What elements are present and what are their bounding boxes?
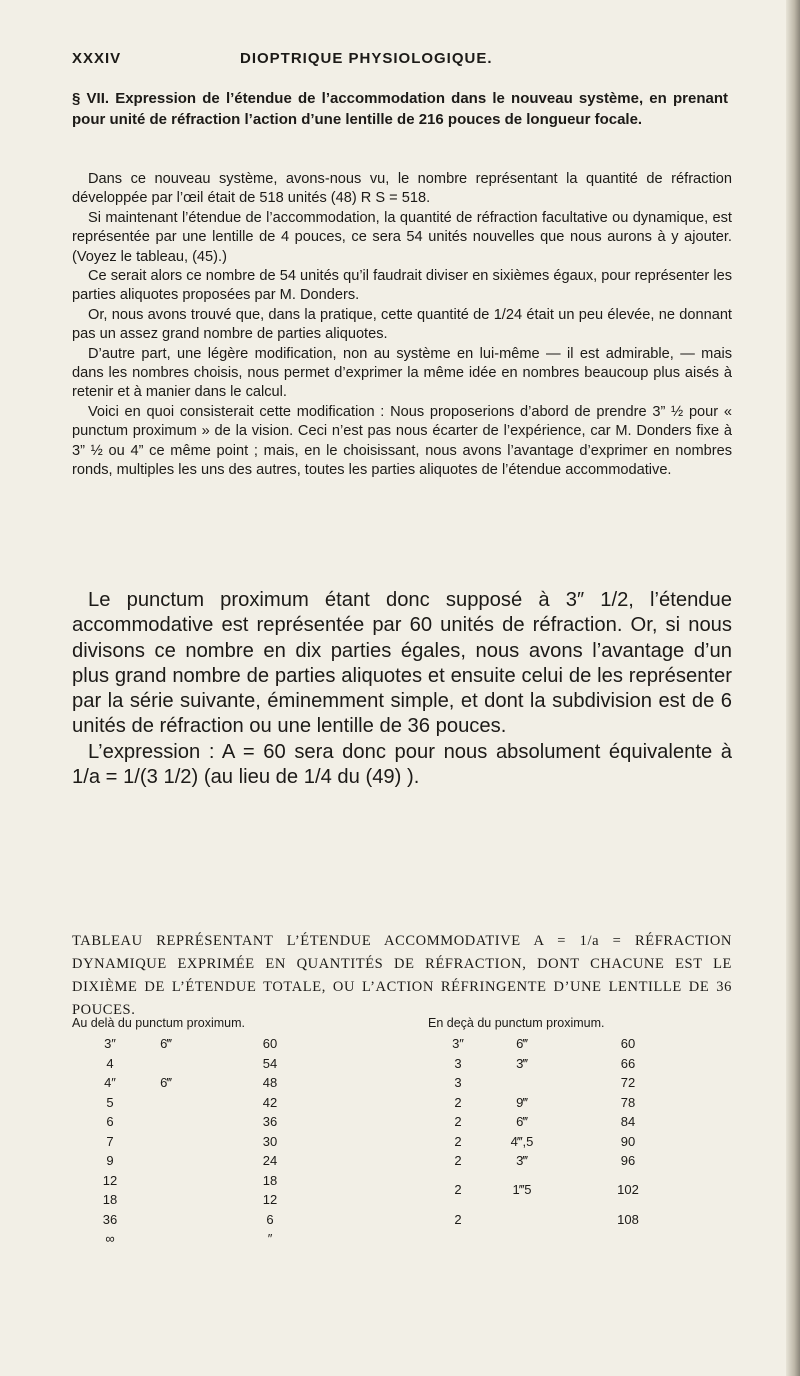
accommodation-table	[72, 1016, 732, 1246]
right-table-cell: 3‴	[516, 1055, 528, 1071]
right-table-cell: 3″	[452, 1036, 464, 1051]
right-table-cell: 6‴	[516, 1036, 528, 1051]
section-heading: § VII. Expression de l’étendue de l’accommodation dans le nouveau système, en prenant pour unité de réfraction l’action d’une lentille de 216 pouces de longueur focale.	[72, 90, 728, 128]
right-table-cell: 96	[620, 1153, 636, 1168]
right-table-cell: 6‴	[516, 1114, 528, 1129]
left-table-cell: 42	[262, 1094, 278, 1110]
right-table-cell: 3	[454, 1055, 462, 1071]
left-table-cell: 3″	[104, 1036, 116, 1051]
right-table-cell: 102	[617, 1182, 639, 1198]
left-table-cell: 6	[106, 1114, 114, 1129]
left-table-cell: 4″	[104, 1075, 116, 1090]
right-table-cell: 3	[454, 1075, 462, 1090]
left-table-cell: 18	[102, 1192, 118, 1207]
page-edge-shadow	[786, 0, 800, 1376]
left-table-cell: 60	[262, 1036, 278, 1051]
left-table-cell: 18	[262, 1172, 278, 1188]
left-table-cell: 48	[262, 1075, 278, 1090]
paragraph: Voici en quoi consisterait cette modification : Nous proposerions d’abord de prendre 3” ½ pour « punctum proximum » de la vision. Ceci n’est pas nous écarter de l’expérience, car M. Donders fixe à 3” ½ ou 4” ce même point ; mais, en le choisissant, nous avons l’avantage d’exprimer en nombres ronds, multiples les uns des autres, toutes les parties aliquotes de l’étendue accommodative.	[72, 403, 732, 479]
left-table-cell: 6	[266, 1211, 274, 1227]
right-table-cell: 2	[454, 1133, 462, 1149]
left-table-cell: 12	[262, 1192, 278, 1207]
right-table-cell: 84	[620, 1114, 636, 1129]
left-table-cell: 36	[102, 1211, 118, 1227]
right-table-cell: 60	[620, 1036, 636, 1051]
paragraph: D’autre part, une légère modification, non au système en lui-même — il est admirable, — mais dans les nombres choisis, nous permet d’exprimer la même idée en nombres beaucoup plus aisés à retenir et à manier dans le calcul.	[72, 345, 732, 401]
right-table-cell: 2	[454, 1094, 462, 1110]
right-table-cell: 4‴,5	[510, 1133, 534, 1149]
paragraph: Or, nous avons trouvé que, dans la pratique, cette quantité de 1/24 était un peu élevée, ne donnant pas un assez grand nombre de parties aliquotes.	[72, 306, 732, 343]
small-text-block	[72, 170, 732, 481]
left-table-cell: ″	[267, 1231, 273, 1246]
left-table-cell: ∞	[105, 1231, 115, 1246]
left-table-cell: 6‴	[160, 1075, 172, 1090]
right-table-cell: 1‴5	[512, 1182, 532, 1198]
right-table-cell: 90	[620, 1133, 636, 1149]
right-table-cell: 2	[454, 1114, 462, 1129]
paragraph: Ce serait alors ce nombre de 54 unités qu’il faudrait diviser en sixièmes égaux, pour représenter les parties aliquotes proposées par M. Donders.	[72, 268, 732, 304]
paragraph: Si maintenant l’étendue de l’accommodation, la quantité de réfraction facultative ou dynamique, est représentée par une lentille de 4 pouces, ce sera 54 unités nouvelles que nous aurons à y ajouter. (Voyez le tableau, (45).)	[72, 209, 732, 265]
left-table-cell: 12	[102, 1172, 118, 1188]
left-table-cell: 30	[262, 1133, 278, 1149]
table-title: TABLEAU REPRÉSENTANT L’ÉTENDUE ACCOMMODATIVE A = 1/a = RÉFRACTION DYNAMIQUE EXPRIMÉE EN QUANTITÉS DE RÉFRACTION, DONT CHACUNE EST LE DIXIÈME DE L’ÉTENDUE TOTALE, OU L’ACTION RÉFRINGENTE D’UNE LENTILLE DE 36 POUCES.	[72, 933, 732, 1018]
right-table-cell: 2	[454, 1211, 462, 1227]
left-caption: Au delà du punctum proximum.	[72, 1016, 246, 1030]
right-table-cell: 72	[620, 1075, 636, 1090]
large-text-block	[72, 588, 732, 790]
paragraph: L’expression : A = 60 sera donc pour nous absolument équivalente à 1/a = 1/(3 1/2) (au lieu de 1/4 du (49) ).	[72, 740, 732, 789]
right-table-cell: 3‴	[516, 1153, 528, 1168]
paragraph: Dans ce nouveau système, avons-nous vu, le nombre représentant la quantité de réfraction développée par l’œil était de 518 unités (48) R S = 518.	[72, 171, 732, 207]
left-table-cell: 36	[262, 1114, 278, 1129]
running-title: DIOPTRIQUE PHYSIOLOGIQUE.	[240, 50, 493, 67]
right-table-cell: 66	[620, 1055, 636, 1071]
page-number: XXXIV	[72, 50, 122, 67]
right-table-cell: 2	[454, 1153, 462, 1168]
left-table-cell: 5	[106, 1094, 114, 1110]
right-table-cell: 9‴	[516, 1094, 528, 1110]
right-table-cell: 2	[454, 1182, 462, 1198]
paragraph: Le punctum proximum étant donc supposé à 3″ 1/2, l’étendue accommodative est représentée par 60 unités de réfraction. Or, si nous divisons ce nombre en dix parties égales, nous avons l’avantage d’un plus grand nombre de parties aliquotes et ensuite celui de les représenter par la série suivante, éminemment simple, et dont la subdivision est de 6 unités de réfraction ou une lentille de 36 pouces.	[72, 589, 732, 738]
right-caption: En deçà du punctum proximum.	[428, 1016, 605, 1030]
right-table-cell: 108	[617, 1211, 639, 1227]
right-table-cell: 78	[620, 1094, 636, 1110]
running-header	[72, 50, 732, 76]
left-table-cell: 54	[262, 1055, 278, 1071]
left-table-cell: 7	[106, 1133, 114, 1149]
left-table-cell: 6‴	[160, 1036, 172, 1051]
left-table-cell: 24	[262, 1153, 278, 1168]
left-table-cell: 4	[106, 1055, 114, 1071]
left-table-cell: 9	[106, 1153, 114, 1168]
